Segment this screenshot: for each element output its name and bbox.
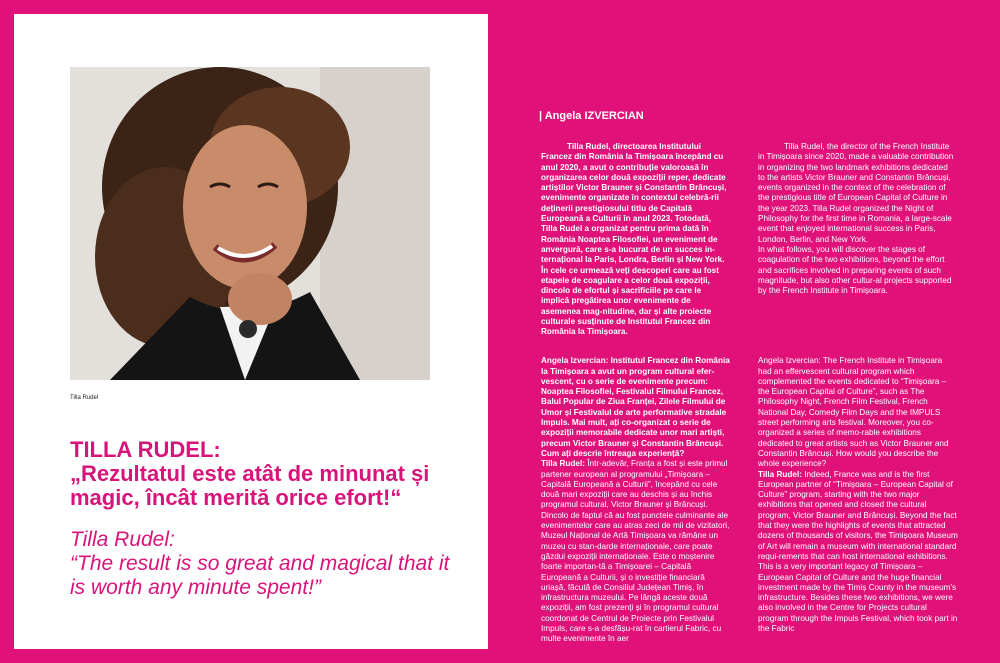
answer-label-romanian: Tilla Rudel: bbox=[541, 459, 585, 469]
qa-english bbox=[758, 346, 958, 634]
portrait-illustration bbox=[70, 67, 430, 380]
left-page bbox=[14, 14, 488, 649]
intro-romanian: Tilla Rudel, directoarea Institutului Francez din România la Timișoara începând cu anul 2020, a avut o contribuție valoroasă în organizarea celor două expoziții reper, dedicate artiștilor Victor Brauner și Constantin Brâncuși, evenimente organizate în contextul celebră-rii deținerii prestigiosului titlu de Capitală Europeană a Culturii în anul 2023. Totodată, Tilla Rudel a organizat pentru prima dată în România Noaptea Filosofiei, un eveniment de anvergură, care s-a bucurat de un succes in-ternațional la Paris, Londra, Berlin și New York. În cele ce urmează veți descoperi care au fost etapele de coagulare a celor două expoziții, dincolo de efortul și sacrificiile pe care le implică pregătirea unor evenimente de asemenea mag-nitudine, dar și alte proiecte culturale susținute de Institutul Francez din România la Timișoara. bbox=[541, 142, 727, 337]
title-en-quote: “The result is so great and magical that it is worth any minute spent!” bbox=[70, 552, 450, 599]
title-block bbox=[70, 438, 470, 600]
title-en-name: Tilla Rudel: bbox=[70, 528, 175, 551]
photo-caption: Tilla Rudel bbox=[70, 395, 99, 401]
portrait-photo bbox=[70, 67, 430, 380]
title-ro-name: TILLA RUDEL: bbox=[70, 437, 221, 462]
intro-english: Tilla Rudel, the director of the French Institute in Timișoara since 2020, made a valuable contribution in organizing the two landmark exhibitions dedicated to the artists Victor Brauner and Constantin Brâncuși, events organized in the context of the celebration of the prestigious title of European Capital of Culture in the year 2023. Tilla Rudel organized the Night of Philosophy for the first time in Romania, a large-scale event that enjoyed international success in Paris, London, Berlin, and New York. In what follows, you will discover the stages of coagulation of the two exhibitions, beyond the effort and sacrifices involved in preparing events of such magnitude, but also other cultur-al projects supported by the French Institute in Timișoara. bbox=[758, 142, 954, 296]
answer-label-english: Tilla Rudel: bbox=[758, 469, 802, 479]
question-english: Angela Izvercian: The French Institute in Timișoara had an effervescent cultural program which complemented the events dedicated to “Timișoara – the European Capital of Culture”, such as The Philosophy Night, French Film Festival, French National Day, Comedy Film Days and the IMPULS street performing arts festival. Moreover, you co-organized a series of memo-rable exhibitions dedicated to great artists such as Victor Brauner and Constantin Brâncuși. How would you describe the whole experience? bbox=[758, 356, 949, 469]
title-ro-quote: „Rezultatul este atât de minunat și magic, încât merită orice efort!“ bbox=[70, 461, 430, 510]
question-romanian: Angela Izvercian: Institutul Francez din România la Timișoara a avut un program cultural efer-vescent, cu o serie de evenimente precum: Noaptea Filosofiei, Festivalul Filmului Francez, Balul Popular de Ziua Franței, Zilele Filmului de Umor și Festivalul de arte performative stradale Impuls. Mai mult, ați co-organizat o serie de expoziții memorabile dedicate unor mari artiști, precum Victor Brauner și Constantin Brâncuși. Cum ați descrie întreaga experiență? bbox=[541, 356, 730, 458]
author-byline: | Angela IZVERCIAN bbox=[539, 110, 644, 122]
answer-english: Indeed, France was and is the first European partner of “Timișoara – European Capital of Culture” program, starting with the two major exhibitions that opened and closed the cultural program, Victor Brauner and Brâncuși. Beyond the fact that they were the highlights of events that attracted dozens of thousands of visitors, the Timișoara Museum of Art will remain a museum with international standard requi-rements that can host international exhibitions. This is a very important legacy of Timișoara – European Capital of Culture and the huge financial investment made by the Timiș County in the museum's infrastructure. Besides these two exhibitions, we were also involved in the Centre for Projects cultural program through the Impuls Festival, which took part in the Fabric bbox=[758, 469, 958, 634]
answer-romanian: Într-adevăr, Franța a fost și este primul partener european al programului „Timișoara – Capitală Europeană a Culturii”, începând cu cele două mari expoziții care au deschis și au închis programul cultural, Victor Brauner și Brâncuși. Dincolo de faptul că au fost punctele culminante ale evenimentelor care au atras zeci de mii de vizitatori, Muzeul Național de Artă Timișoara va rămâne un muzeu cu stan-darde internaționale, care poate găzdui expoziții internaționale. Este o moștenire foarte importan-tă a Timișoarei – Capitală Europeană a Culturii, și o investiție financiară uriașă, făcută de Consiliul Județean Timiș, în infrastructura muzeului. Pe lângă aceste două expoziții, am fost prezenți și în programul cultural coordonat de Centrul de Proiecte prin Festivalul Impuls, care s-a desfășu-rat în cartierul Fabric, cu multe evenimente în aer bbox=[541, 459, 730, 644]
qa-romanian bbox=[541, 346, 731, 645]
